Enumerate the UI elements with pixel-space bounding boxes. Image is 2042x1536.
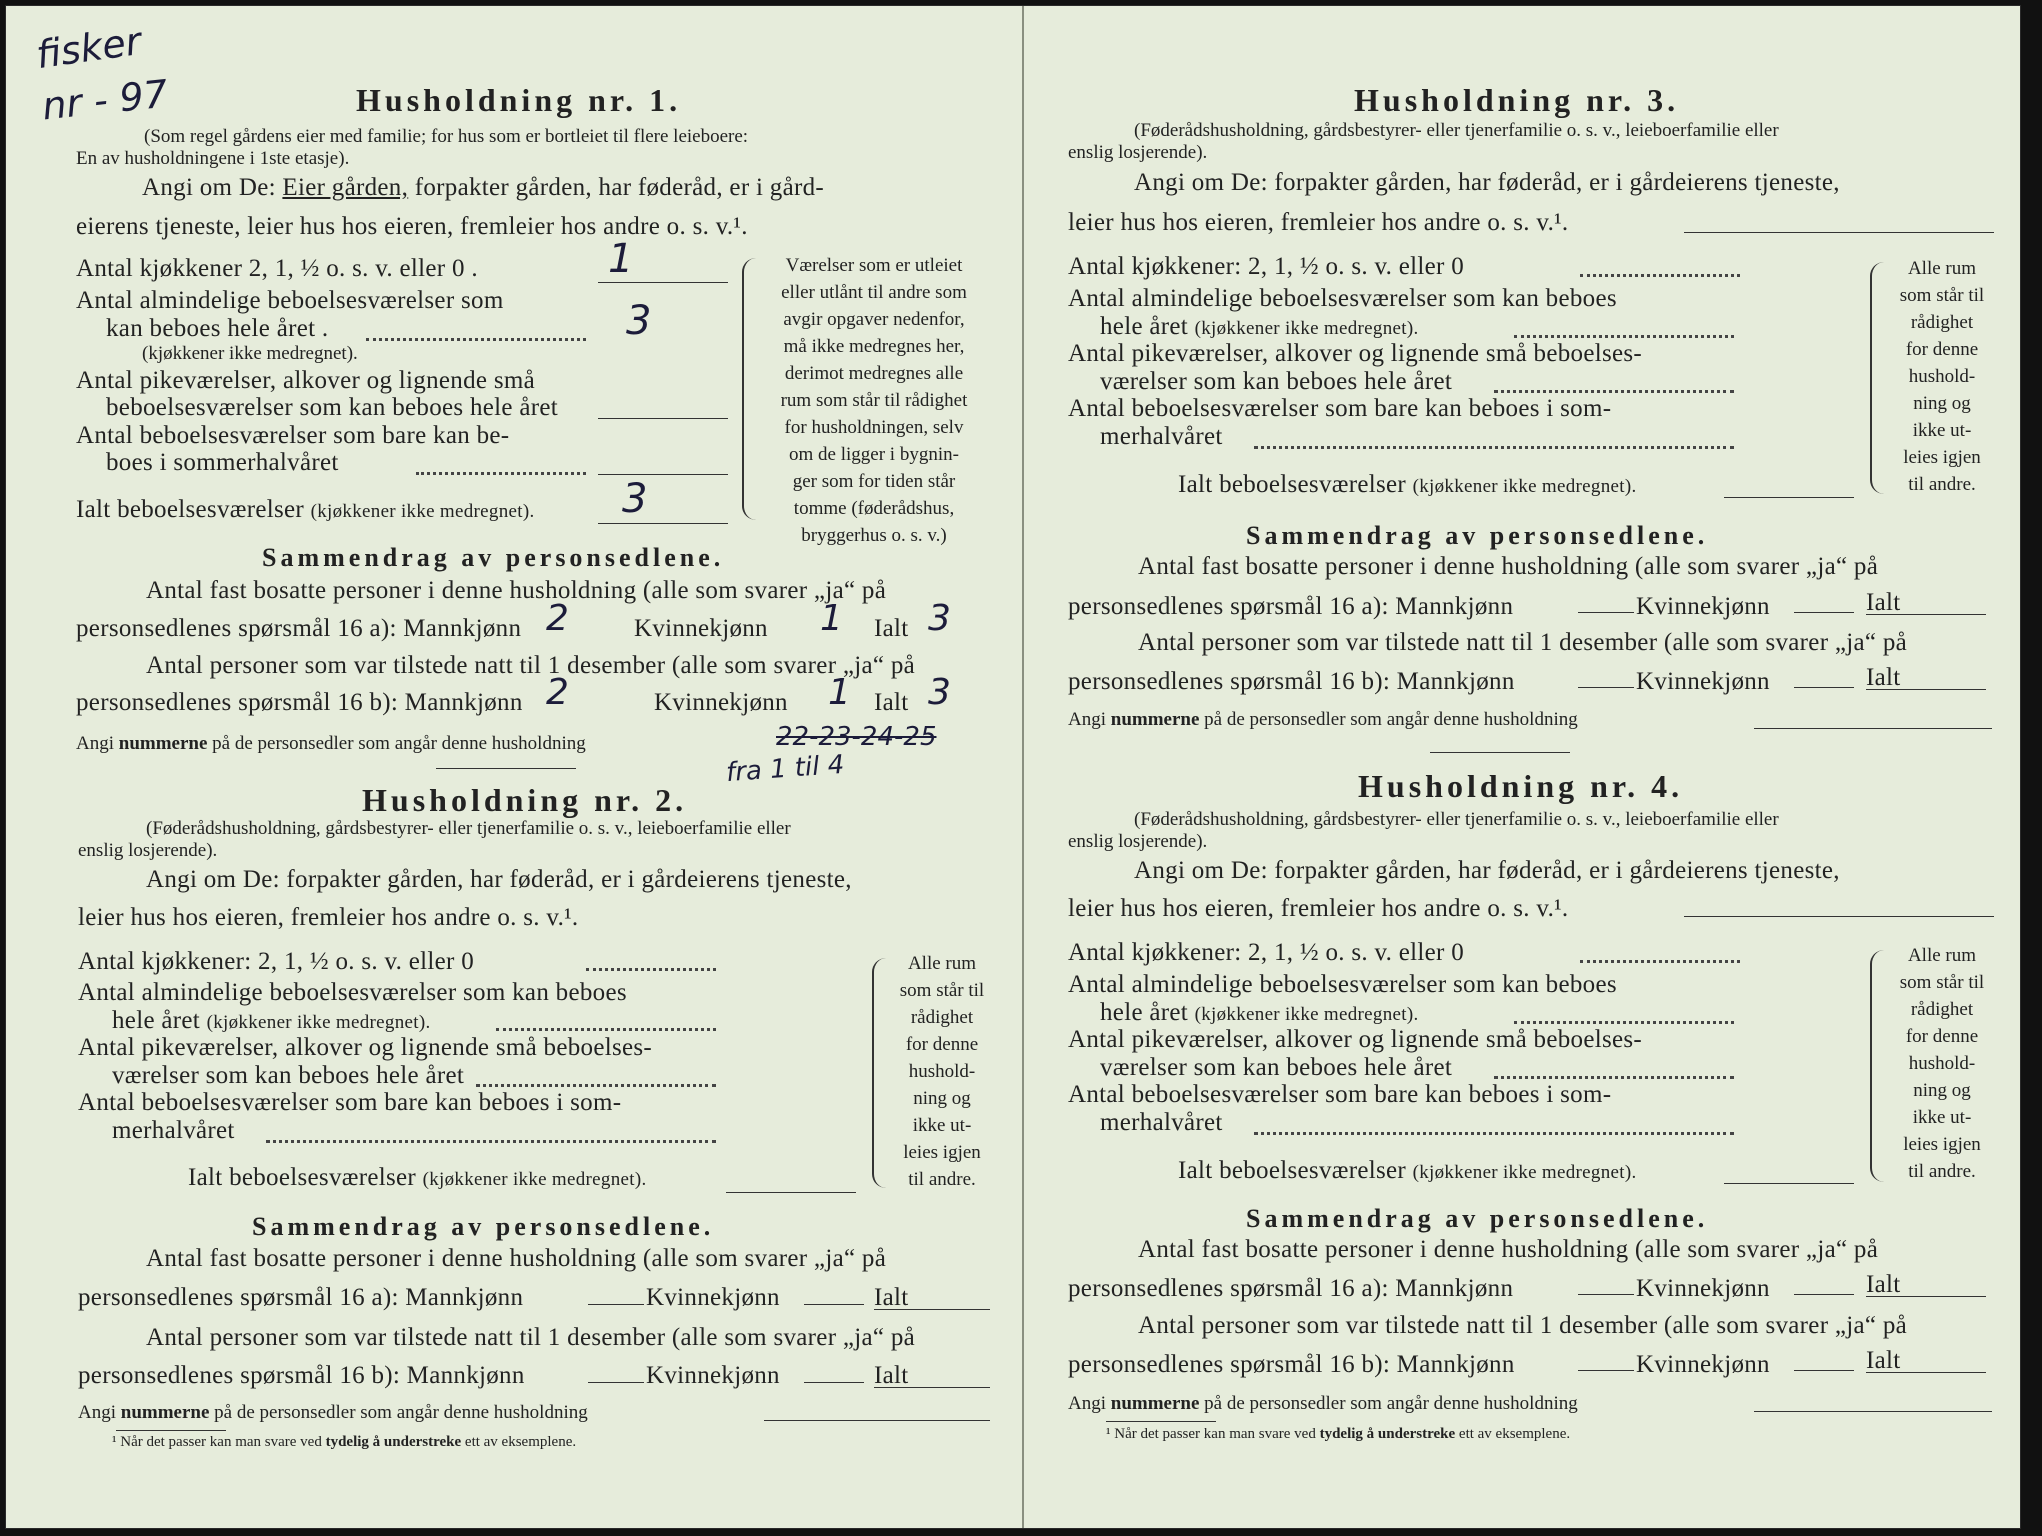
h4-side-line: ikke ut- bbox=[1912, 1107, 1972, 1128]
h4-angi-line1: Angi om De: forpakter gården, har føderåd, er i gårdeierens tjeneste, bbox=[1134, 857, 1840, 884]
h1-fast-mann: 2 bbox=[546, 598, 569, 639]
h1-side-line: avgir opgaver nedenfor, bbox=[783, 309, 965, 330]
h4-fast-line2: personsedlenes spørsmål 16 a): Mannkjønn bbox=[1068, 1275, 1514, 1302]
h4-title: Husholdning nr. 4. bbox=[1358, 768, 1684, 804]
h2-foot-a: ¹ Når det passer kan man svare ved bbox=[112, 1434, 322, 1450]
h2-dots-som bbox=[266, 1140, 716, 1143]
h4-line-ialt bbox=[1724, 1183, 1854, 1184]
h1-row-som1: Antal beboelsesværelser som bare kan be- bbox=[76, 422, 510, 449]
h4-foot-rule bbox=[1106, 1421, 1216, 1422]
h4-footnote bbox=[1106, 1426, 1570, 1443]
h1-fast-line1: Antal fast bosatte personer i denne husholdning (alle som svarer „ja“ på bbox=[146, 577, 887, 604]
h4-side-line: til andre. bbox=[1908, 1161, 1976, 1182]
h2-row-kjokken: Antal kjøkkener: 2, 1, ½ o. s. v. eller 0 bbox=[78, 948, 475, 975]
h2-row-som2: merhalvåret bbox=[112, 1117, 235, 1144]
h4-row-pike2: værelser som kan beboes hele året bbox=[1100, 1054, 1453, 1081]
h4-angi-line bbox=[1684, 916, 1994, 917]
h1-side-line: Værelser som er utleiet bbox=[785, 255, 963, 276]
h4-side-note bbox=[1884, 942, 2000, 1185]
h1-angi-options: forpakter gården, har føderåd, er i gård- bbox=[414, 174, 825, 201]
h2-side-line: ning og bbox=[913, 1088, 971, 1109]
h1-side-line: ger som for tiden står bbox=[792, 471, 956, 492]
h3-tils-kvinne-label: Kvinnekjønn bbox=[1636, 668, 1770, 695]
h2-side-line: leies igjen bbox=[903, 1142, 981, 1163]
h3-side-line: ning og bbox=[1913, 393, 1971, 414]
h3-row-som1: Antal beboelsesværelser som bare kan beboes i som- bbox=[1068, 395, 1612, 422]
h4-fast-line1: Antal fast bosatte personer i denne husholdning (alle som svarer „ja“ på bbox=[1138, 1236, 1879, 1263]
h3-side-line: leies igjen bbox=[1903, 447, 1981, 468]
h1-ialt-note: (kjøkkener ikke medregnet). bbox=[310, 501, 535, 522]
h2-side-line: til andre. bbox=[908, 1169, 976, 1190]
h3-nummer-c: på de personsedler som angår denne husholdning bbox=[1204, 709, 1578, 730]
h1-row-alm2: kan beboes hele året . bbox=[106, 315, 329, 342]
h3-angi-line bbox=[1684, 232, 1994, 233]
h4-tils-ialt-label: Ialt bbox=[1866, 1347, 1901, 1374]
h3-row-pike1: Antal pikeværelser, alkover og lignende små beboelses- bbox=[1068, 340, 1643, 367]
h1-val-ialt: 3 bbox=[622, 476, 648, 522]
h1-row-som2: boes i sommerhalvåret bbox=[106, 449, 339, 476]
h1-dots-som bbox=[416, 472, 586, 475]
h4-brace bbox=[1870, 950, 1884, 1182]
h1-end-rule bbox=[436, 768, 576, 769]
h4-nummer-line bbox=[1754, 1411, 1992, 1412]
h2-side-line: Alle rum bbox=[907, 953, 977, 974]
h1-nummer-struck: 22-23-24-25 bbox=[776, 722, 937, 752]
h2-dots-pike bbox=[476, 1084, 716, 1087]
h1-tils-ialt-label: Ialt bbox=[874, 689, 909, 716]
right-page bbox=[1024, 6, 2024, 1528]
h1-side-line: derimot medregnes alle bbox=[784, 363, 964, 384]
h4-side-line: leies igjen bbox=[1903, 1134, 1981, 1155]
h1-side-note bbox=[754, 252, 994, 549]
h2-nummer-line bbox=[764, 1420, 990, 1421]
h3-ialt-note: (kjøkkener ikke medregnet). bbox=[1412, 476, 1637, 497]
h2-side-line: rådighet bbox=[910, 1007, 974, 1028]
h1-angi-line2: eierens tjeneste, leier hus hos eieren, fremleier hos andre o. s. v.¹. bbox=[76, 213, 748, 240]
h2-tils-ialt-line bbox=[874, 1387, 990, 1388]
h4-dots-alm bbox=[1514, 1021, 1734, 1024]
h2-nummer-a: Angi bbox=[78, 1402, 116, 1423]
h3-row-alm1: Antal almindelige beboelsesværelser som kan beboes bbox=[1068, 285, 1617, 312]
h1-side-line: tomme (føderådshus, bbox=[793, 498, 955, 519]
h1-val-kjokken: 1 bbox=[608, 236, 634, 282]
h1-nummer-c: på de personsedler som angår denne husholdning bbox=[212, 733, 586, 754]
h4-foot-a: ¹ Når det passer kan man svare ved bbox=[1106, 1426, 1316, 1442]
h1-side-line: om de ligger i bygnin- bbox=[789, 444, 959, 465]
h4-side-line: Alle rum bbox=[1907, 945, 1977, 966]
h2-side-line: ikke ut- bbox=[912, 1115, 972, 1136]
h4-side-line: ning og bbox=[1913, 1080, 1971, 1101]
h2-row-som1: Antal beboelsesværelser som bare kan beboes i som- bbox=[78, 1089, 622, 1116]
h3-nummer-b: nummerne bbox=[1110, 709, 1200, 730]
h1-nummer-value: fra 1 til 4 bbox=[725, 749, 846, 789]
h4-tils-kvinne-label: Kvinnekjønn bbox=[1636, 1351, 1770, 1378]
h3-angi-line1: Angi om De: forpakter gården, har føderåd, er i gårdeierens tjeneste, bbox=[1134, 169, 1840, 196]
h1-nummer bbox=[76, 733, 586, 755]
h2-summary-title: Sammendrag av personsedlene. bbox=[252, 1212, 715, 1241]
h1-tils-mann: 2 bbox=[546, 672, 569, 713]
h3-nummer-line bbox=[1754, 728, 1992, 729]
h3-summary-title: Sammendrag av personsedlene. bbox=[1246, 521, 1709, 550]
h4-nummer-c: på de personsedler som angår denne husholdning bbox=[1204, 1393, 1578, 1414]
h1-row-pike2: beboelsesværelser som kan beboes hele året bbox=[106, 394, 559, 421]
h2-row-pike2: værelser som kan beboes hele året bbox=[112, 1062, 465, 1089]
h2-dots-kjokken bbox=[586, 968, 716, 971]
h4-tils-ialt-line bbox=[1866, 1372, 1986, 1373]
h2-tils-line2: personsedlenes spørsmål 16 b): Mannkjønn bbox=[78, 1362, 525, 1389]
h3-side-line: til andre. bbox=[1908, 474, 1976, 495]
h3-fast-ialt-line bbox=[1866, 614, 1986, 615]
h4-tils-mann-line bbox=[1578, 1370, 1634, 1371]
h2-row-ialt bbox=[188, 1164, 647, 1192]
h4-dots-kjokken bbox=[1580, 960, 1740, 963]
margin-note-line1: fisker bbox=[33, 18, 144, 78]
h3-row-kjokken: Antal kjøkkener: 2, 1, ½ o. s. v. eller 0 bbox=[1068, 253, 1465, 280]
census-form-sheet bbox=[6, 6, 2020, 1528]
h1-note2: En av husholdningene i 1ste etasje). bbox=[76, 148, 350, 169]
h1-angi-line1 bbox=[142, 174, 824, 202]
h4-fast-ialt-label: Ialt bbox=[1866, 1271, 1901, 1298]
h1-angi-selected: Eier gården, bbox=[282, 174, 409, 201]
h4-row-kjokken: Antal kjøkkener: 2, 1, ½ o. s. v. eller 0 bbox=[1068, 939, 1465, 966]
left-page bbox=[6, 6, 1006, 1528]
h1-fast-ialt: 3 bbox=[928, 598, 951, 639]
h2-side-line: for denne bbox=[905, 1034, 979, 1055]
h2-fast-mann-line bbox=[588, 1304, 644, 1305]
h1-tils-kvinne: 1 bbox=[828, 672, 851, 713]
h4-row-alm2 bbox=[1100, 999, 1419, 1027]
h4-summary-title: Sammendrag av personsedlene. bbox=[1246, 1204, 1709, 1233]
h1-row-kjokken: Antal kjøkkener 2, 1, ½ o. s. v. eller 0 . bbox=[76, 255, 478, 282]
h3-ialt-label: Ialt beboelsesværelser bbox=[1178, 471, 1407, 498]
h3-fast-line1: Antal fast bosatte personer i denne husholdning (alle som svarer „ja“ på bbox=[1138, 553, 1879, 580]
h3-tils-line1: Antal personer som var tilstede natt til 1 desember (alle som svarer „ja“ på bbox=[1138, 629, 1908, 656]
h1-note1: (Som regel gårdens eier med familie; for hus som er bortleiet til flere leieboere: bbox=[144, 126, 749, 147]
h2-tils-mann-line bbox=[588, 1382, 644, 1383]
h3-alm2-label: hele året bbox=[1100, 313, 1189, 340]
h4-nummer-b: nummerne bbox=[1110, 1393, 1200, 1414]
h3-line-ialt bbox=[1724, 497, 1854, 498]
h3-side-line: hushold- bbox=[1908, 366, 1976, 387]
h1-val-alm: 3 bbox=[626, 298, 652, 344]
h4-ialt-label: Ialt beboelsesværelser bbox=[1178, 1157, 1407, 1184]
h2-tils-line1: Antal personer som var tilstede natt til 1 desember (alle som svarer „ja“ på bbox=[146, 1324, 916, 1351]
h1-side-line: for husholdningen, selv bbox=[784, 417, 964, 438]
h3-side-line: for denne bbox=[1905, 339, 1979, 360]
h4-side-line: for denne bbox=[1905, 1026, 1979, 1047]
h3-side-line: ikke ut- bbox=[1912, 420, 1972, 441]
h4-fast-mann-line bbox=[1578, 1294, 1634, 1295]
h2-side-note bbox=[884, 950, 1000, 1193]
h1-nummer-a: Angi bbox=[76, 733, 114, 754]
h3-row-ialt bbox=[1178, 471, 1637, 499]
h2-nummer bbox=[78, 1402, 588, 1424]
h1-title: Husholdning nr. 1. bbox=[356, 82, 682, 118]
h4-nummer-a: Angi bbox=[1068, 1393, 1106, 1414]
h4-alm2-note: (kjøkkener ikke medregnet). bbox=[1194, 1004, 1419, 1025]
h3-side-note bbox=[1884, 255, 2000, 498]
margin-note-line2: nr - 97 bbox=[40, 71, 170, 129]
h2-tils-kvinne-line bbox=[804, 1382, 864, 1383]
h4-angi-line2: leier hus hos eieren, fremleier hos andre o. s. v.¹. bbox=[1068, 895, 1569, 922]
h2-footnote bbox=[112, 1434, 576, 1451]
h3-dots-alm bbox=[1514, 335, 1734, 338]
h4-side-line: rådighet bbox=[1910, 999, 1974, 1020]
h3-side-line: som står til bbox=[1899, 285, 1985, 306]
h1-row-ialt bbox=[76, 496, 535, 524]
h2-foot-c: ett av eksemplene. bbox=[464, 1434, 577, 1450]
h2-note1: (Føderådshusholdning, gårdsbestyrer- eller tjenerfamilie o. s. v., leieboerfamilie eller bbox=[146, 818, 791, 839]
h4-dots-som bbox=[1254, 1132, 1734, 1135]
h4-fast-kvinne-label: Kvinnekjønn bbox=[1636, 1275, 1770, 1302]
h3-row-som2: merhalvåret bbox=[1100, 423, 1223, 450]
h4-row-alm1: Antal almindelige beboelsesværelser som kan beboes bbox=[1068, 971, 1617, 998]
h3-dots-kjokken bbox=[1580, 274, 1740, 277]
h3-alm2-note: (kjøkkener ikke medregnet). bbox=[1194, 318, 1419, 339]
h4-fast-ialt-line bbox=[1866, 1296, 1986, 1297]
h3-row-alm2 bbox=[1100, 313, 1419, 341]
h3-tils-kvinne-line bbox=[1794, 687, 1854, 688]
h1-tils-line1: Antal personer som var tilstede natt til 1 desember (alle som svarer „ja“ på bbox=[146, 652, 916, 679]
h1-side-line: bryggerhus o. s. v.) bbox=[801, 525, 947, 546]
h1-row-pike1: Antal pikeværelser, alkover og lignende små bbox=[76, 367, 535, 394]
h1-fast-kvinne-label: Kvinnekjønn bbox=[634, 615, 768, 642]
h1-fast-line2: personsedlenes spørsmål 16 a): Mannkjønn bbox=[76, 615, 522, 642]
h1-line-ialt bbox=[598, 523, 728, 524]
h3-dots-pike bbox=[1494, 390, 1734, 393]
h1-line-kjokken bbox=[598, 282, 728, 283]
h1-line-som bbox=[598, 474, 728, 475]
h3-side-line: Alle rum bbox=[1907, 258, 1977, 279]
h4-row-ialt bbox=[1178, 1157, 1637, 1185]
h2-side-line: hushold- bbox=[908, 1061, 976, 1082]
h3-angi-line2: leier hus hos eieren, fremleier hos andre o. s. v.¹. bbox=[1068, 209, 1569, 236]
h2-note2: enslig losjerende). bbox=[78, 840, 218, 861]
h2-nummer-b: nummerne bbox=[120, 1402, 210, 1423]
h2-dots-alm bbox=[496, 1028, 716, 1031]
h4-tils-kvinne-line bbox=[1794, 1370, 1854, 1371]
h1-angi-label: Angi om De: bbox=[142, 174, 276, 201]
h2-angi-line1: Angi om De: forpakter gården, har føderåd, er i gårdeierens tjeneste, bbox=[146, 866, 852, 893]
h3-fast-line2: personsedlenes spørsmål 16 a): Mannkjønn bbox=[1068, 593, 1514, 620]
h4-note2: enslig losjerende). bbox=[1068, 831, 1208, 852]
h2-tils-kvinne-label: Kvinnekjønn bbox=[646, 1362, 780, 1389]
h2-row-pike1: Antal pikeværelser, alkover og lignende små beboelses- bbox=[78, 1034, 653, 1061]
h3-note2: enslig losjerende). bbox=[1068, 142, 1208, 163]
h3-tils-mann-line bbox=[1578, 687, 1634, 688]
h1-fast-kvinne: 1 bbox=[820, 598, 843, 639]
h3-tils-ialt-label: Ialt bbox=[1866, 664, 1901, 691]
h3-tils-line2: personsedlenes spørsmål 16 b): Mannkjønn bbox=[1068, 668, 1515, 695]
h2-fast-kvinne-line bbox=[804, 1304, 864, 1305]
h4-foot-b: tydelig å understreke bbox=[1319, 1426, 1456, 1442]
h3-row-pike2: værelser som kan beboes hele året bbox=[1100, 368, 1453, 395]
h3-brace bbox=[1870, 262, 1884, 494]
h1-tils-line2: personsedlenes spørsmål 16 b): Mannkjønn bbox=[76, 689, 523, 716]
h4-foot-c: ett av eksemplene. bbox=[1458, 1426, 1571, 1442]
h1-side-line: må ikke medregnes her, bbox=[783, 336, 965, 357]
h4-tils-line1: Antal personer som var tilstede natt til 1 desember (alle som svarer „ja“ på bbox=[1138, 1312, 1908, 1339]
h3-fast-mann-line bbox=[1578, 612, 1634, 613]
h2-fast-line2: personsedlenes spørsmål 16 a): Mannkjønn bbox=[78, 1284, 524, 1311]
h1-row-alm1: Antal almindelige beboelsesværelser som bbox=[76, 287, 504, 314]
h3-dots-som bbox=[1254, 446, 1734, 449]
h2-nummer-c: på de personsedler som angår denne husholdning bbox=[214, 1402, 588, 1423]
h4-dots-pike bbox=[1494, 1076, 1734, 1079]
h1-tils-kvinne-label: Kvinnekjønn bbox=[654, 689, 788, 716]
h4-ialt-note: (kjøkkener ikke medregnet). bbox=[1412, 1162, 1637, 1183]
h4-side-line: som står til bbox=[1899, 972, 1985, 993]
h1-tils-ialt: 3 bbox=[928, 672, 951, 713]
h3-side-line: rådighet bbox=[1910, 312, 1974, 333]
h3-fast-ialt-label: Ialt bbox=[1866, 589, 1901, 616]
h4-row-som1: Antal beboelsesværelser som bare kan beboes i som- bbox=[1068, 1081, 1612, 1108]
h3-end-rule bbox=[1430, 752, 1570, 753]
h2-row-alm2 bbox=[112, 1007, 431, 1035]
h4-row-pike1: Antal pikeværelser, alkover og lignende små beboelses- bbox=[1068, 1026, 1643, 1053]
h2-tils-ialt-label: Ialt bbox=[874, 1362, 909, 1389]
h2-fast-line1: Antal fast bosatte personer i denne husholdning (alle som svarer „ja“ på bbox=[146, 1245, 887, 1272]
h2-side-line: som står til bbox=[899, 980, 985, 1001]
h4-fast-kvinne-line bbox=[1794, 1294, 1854, 1295]
h2-alm2-label: hele året bbox=[112, 1007, 201, 1034]
h1-summary-title: Sammendrag av personsedlene. bbox=[262, 543, 725, 572]
h2-foot-b: tydelig å understreke bbox=[325, 1434, 462, 1450]
h3-nummer-a: Angi bbox=[1068, 709, 1106, 730]
h2-row-alm1: Antal almindelige beboelsesværelser som kan beboes bbox=[78, 979, 627, 1006]
h4-note1: (Føderådshusholdning, gårdsbestyrer- eller tjenerfamilie o. s. v., leieboerfamilie eller bbox=[1134, 809, 1779, 830]
h3-fast-kvinne-line bbox=[1794, 612, 1854, 613]
h2-angi-line2: leier hus hos eieren, fremleier hos andre o. s. v.¹. bbox=[78, 904, 579, 931]
h2-title: Husholdning nr. 2. bbox=[362, 782, 688, 818]
h1-ialt-label: Ialt beboelsesværelser bbox=[76, 496, 305, 523]
h1-line-pike bbox=[598, 418, 728, 419]
h1-dots-alm bbox=[366, 338, 586, 341]
h1-row-alm3: (kjøkkener ikke medregnet). bbox=[142, 343, 358, 364]
h1-side-line: rum som står til rådighet bbox=[780, 390, 968, 411]
h2-alm2-note: (kjøkkener ikke medregnet). bbox=[206, 1012, 431, 1033]
h4-nummer bbox=[1068, 1393, 1578, 1415]
h2-foot-rule bbox=[116, 1430, 226, 1431]
h3-tils-ialt-line bbox=[1866, 689, 1986, 690]
h1-nummer-b: nummerne bbox=[118, 733, 208, 754]
h4-side-line: hushold- bbox=[1908, 1053, 1976, 1074]
h4-alm2-label: hele året bbox=[1100, 999, 1189, 1026]
h4-tils-line2: personsedlenes spørsmål 16 b): Mannkjønn bbox=[1068, 1351, 1515, 1378]
h1-fast-ialt-label: Ialt bbox=[874, 615, 909, 642]
h3-note1: (Føderådshusholdning, gårdsbestyrer- eller tjenerfamilie o. s. v., leieboerfamilie eller bbox=[1134, 120, 1779, 141]
h3-nummer bbox=[1068, 709, 1578, 731]
h3-title: Husholdning nr. 3. bbox=[1354, 82, 1680, 118]
h2-fast-kvinne-label: Kvinnekjønn bbox=[646, 1284, 780, 1311]
h3-fast-kvinne-label: Kvinnekjønn bbox=[1636, 593, 1770, 620]
h1-side-line: eller utlånt til andre som bbox=[781, 282, 967, 303]
h2-ialt-label: Ialt beboelsesværelser bbox=[188, 1164, 417, 1191]
h4-row-som2: merhalvåret bbox=[1100, 1109, 1223, 1136]
h2-fast-ialt-line bbox=[874, 1309, 990, 1310]
h2-ialt-note: (kjøkkener ikke medregnet). bbox=[422, 1169, 647, 1190]
h2-fast-ialt-label: Ialt bbox=[874, 1284, 909, 1311]
h2-line-ialt bbox=[726, 1192, 856, 1193]
